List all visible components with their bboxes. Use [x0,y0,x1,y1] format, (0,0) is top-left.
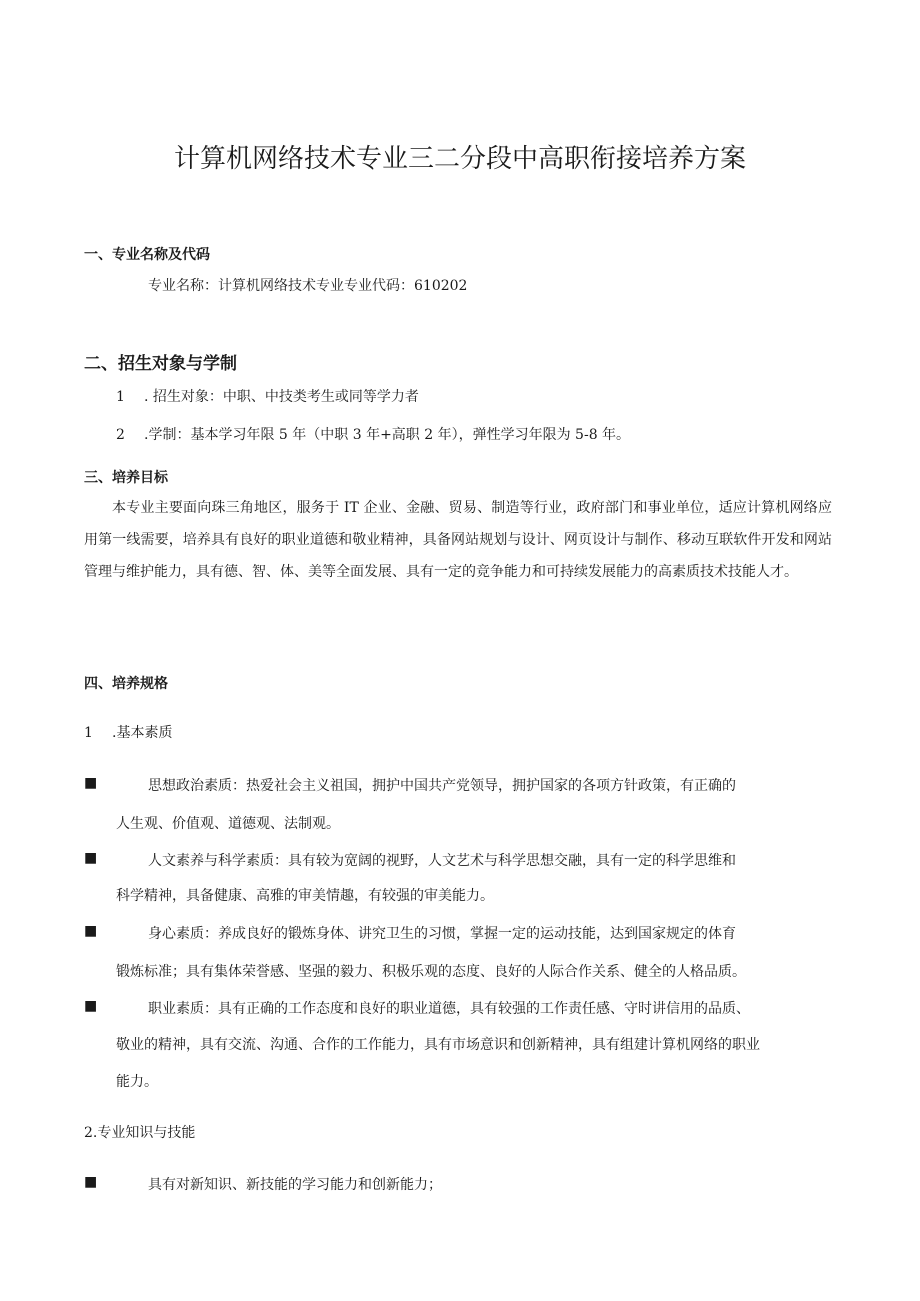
section-2-heading: 二、招生对象与学制 [84,354,237,374]
enrollment-item [116,386,419,406]
subsection-label: .基本素质 [112,725,173,741]
bullet-item-humanities-line2: 科学精神，具备健康、高雅的审美情趣，有较强的审美能力。 [116,888,494,904]
bullet-item-physical-line2: 锻炼标准；具有集体荣誉感、坚强的毅力、积极乐观的态度、良好的人际合作关系、健全的人格品质。 [116,964,746,980]
bullet-item-professional-line2: 敬业的精神，具有交流、沟通、合作的工作能力，具有市场意识和创新精神，具有组建计算机网络的职业 [116,1037,760,1053]
item-number: 2 [116,427,125,443]
subsection-knowledge-skills: 2.专业知识与技能 [84,1125,196,1141]
bullet-square-icon: ■ [84,1174,98,1190]
training-goal-paragraph: 本专业主要面向珠三角地区，服务于 IT 企业、金融、贸易、制造等行业，政府部门和事业单位，适应计算机网络应用第一线需要，培养具有良好的职业道德和敬业精神，具备网站规划与设计、网页设计与制作、移动互联软件开发和网站管理与维护能力，具有德、智、体、美等全面发展、具有一定的竞争能力和可持续发展能力的高素质技术技能人才。 [84,500,832,580]
subsection-number: 1 [84,725,93,741]
section-1-heading: 一、专业名称及代码 [84,247,210,263]
section-3-heading: 三、培养目标 [84,470,168,486]
item-number: 1 [116,389,125,405]
bullet-item-humanities-line1: 人文素养与科学素质：具有较为宽阔的视野，人文艺术与科学思想交融，具有一定的科学思维和 [148,853,736,869]
item-text: .学制：基本学习年限 5 年（中职 3 年+高职 2 年），弹性学习年限为 5-8 年。 [144,427,631,443]
subsection-basic-quality [84,722,172,742]
section-4-heading: 四、培养规格 [84,676,168,692]
bullet-item-political-line1: 思想政治素质：热爱社会主义祖国，拥护中国共产党领导，拥护国家的各项方针政策，有正确的 [148,778,736,794]
bullet-square-icon: ■ [84,998,98,1014]
bullet-item-learning-ability: 具有对新知识、新技能的学习能力和创新能力； [148,1177,442,1193]
item-text: . 招生对象：中职、中技类考生或同等学力者 [144,389,419,405]
duration-item [116,424,630,444]
bullet-item-professional-line1: 职业素质：具有正确的工作态度和良好的职业道德，具有较强的工作责任感、守时讲信用的品质、 [148,1001,750,1017]
bullet-square-icon: ■ [84,850,98,866]
bullet-item-political-line2: 人生观、价值观、道德观、法制观。 [116,816,340,832]
bullet-square-icon: ■ [84,923,98,939]
bullet-square-icon: ■ [84,775,98,791]
bullet-item-physical-line1: 身心素质：养成良好的锻炼身体、讲究卫生的习惯，掌握一定的运动技能，达到国家规定的体育 [148,926,736,942]
document-title: 计算机网络技术专业三二分段中高职衔接培养方案 [173,144,746,174]
major-name-line: 专业名称：计算机网络技术专业专业代码：610202 [148,278,468,294]
bullet-item-professional-line3: 能力。 [116,1074,158,1090]
